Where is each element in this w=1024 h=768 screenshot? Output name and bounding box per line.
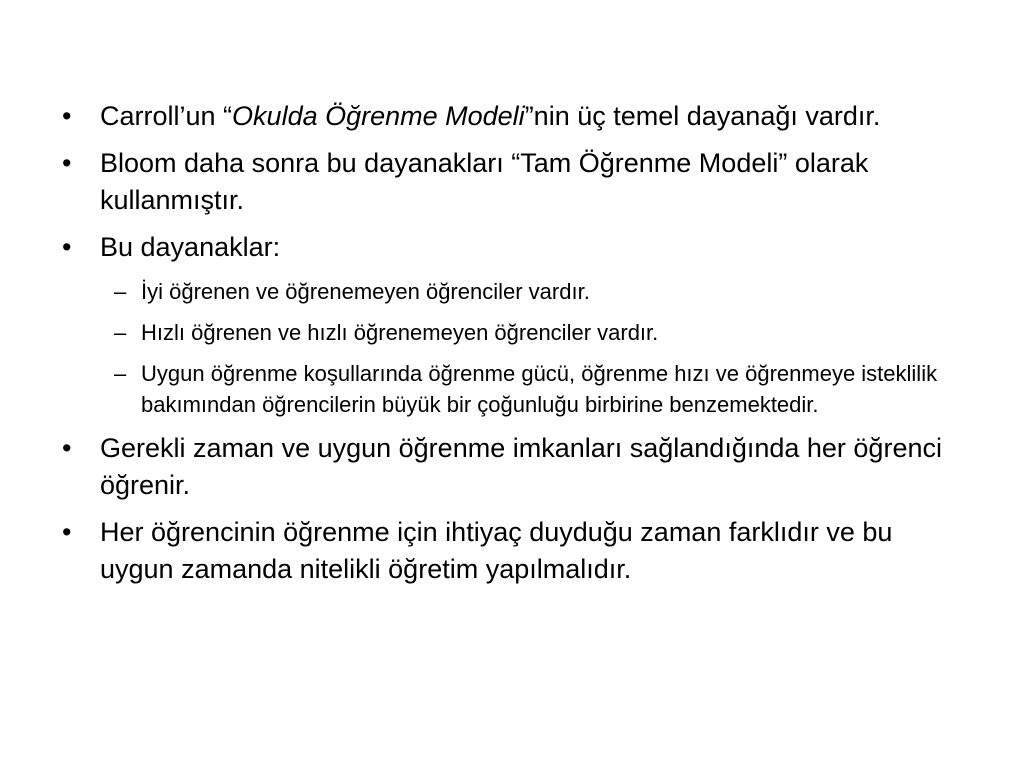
sub-bullet-marker: – xyxy=(114,320,127,345)
bullet-item-3 xyxy=(62,229,962,266)
sub-bullet-marker: – xyxy=(114,279,127,304)
bullet-text: Gerekli zaman ve uygun öğrenme imkanları sağlandığında her öğrenci öğrenir. xyxy=(100,433,942,500)
bullet-text: Bloom daha sonra bu dayanakları “Tam Öğrenme Modeli” olarak kullanmıştır. xyxy=(100,148,869,215)
sub-bullet-marker: – xyxy=(114,361,127,386)
bullet-item-1 xyxy=(62,98,962,135)
sub-bullet-item-3 xyxy=(114,358,962,420)
bullet-text-suffix: ”nin üç temel dayanağı vardır. xyxy=(524,101,881,131)
sub-bullet-text: Hızlı öğrenen ve hızlı öğrenemeyen öğrenciler vardır. xyxy=(141,320,659,345)
sub-bullet-text: İyi öğrenen ve öğrenemeyen öğrenciler vardır. xyxy=(141,279,590,304)
model-name-italic: Okulda Öğrenme Modeli xyxy=(232,101,525,131)
bullet-item-2 xyxy=(62,145,962,219)
sub-bullet-text: Uygun öğrenme koşullarında öğrenme gücü, öğrenme hızı ve öğrenmeye isteklilik bakımından öğrencilerin büyük bir çoğunluğu birbirine benzemektedir. xyxy=(141,361,938,417)
sub-bullet-item-2 xyxy=(114,317,962,348)
bullet-text: Her öğrencinin öğrenme için ihtiyaç duyduğu zaman farklıdır ve bu uygun zamanda nitelikli öğretim yapılmalıdır. xyxy=(100,517,893,584)
sub-bullet-item-1 xyxy=(114,276,962,307)
bullet-marker: • xyxy=(62,517,72,547)
bullet-item-4 xyxy=(62,430,962,504)
bullet-text: Bu dayanaklar: xyxy=(100,232,281,262)
bullet-item-5 xyxy=(62,514,962,588)
sub-bullet-list xyxy=(62,276,962,420)
bullet-marker: • xyxy=(62,232,72,262)
bullet-text-prefix: Carroll’un “ xyxy=(100,101,233,131)
bullet-marker: • xyxy=(62,148,72,178)
bullet-marker: • xyxy=(62,433,72,463)
bullet-marker: • xyxy=(62,101,72,131)
bullet-list xyxy=(62,98,962,598)
